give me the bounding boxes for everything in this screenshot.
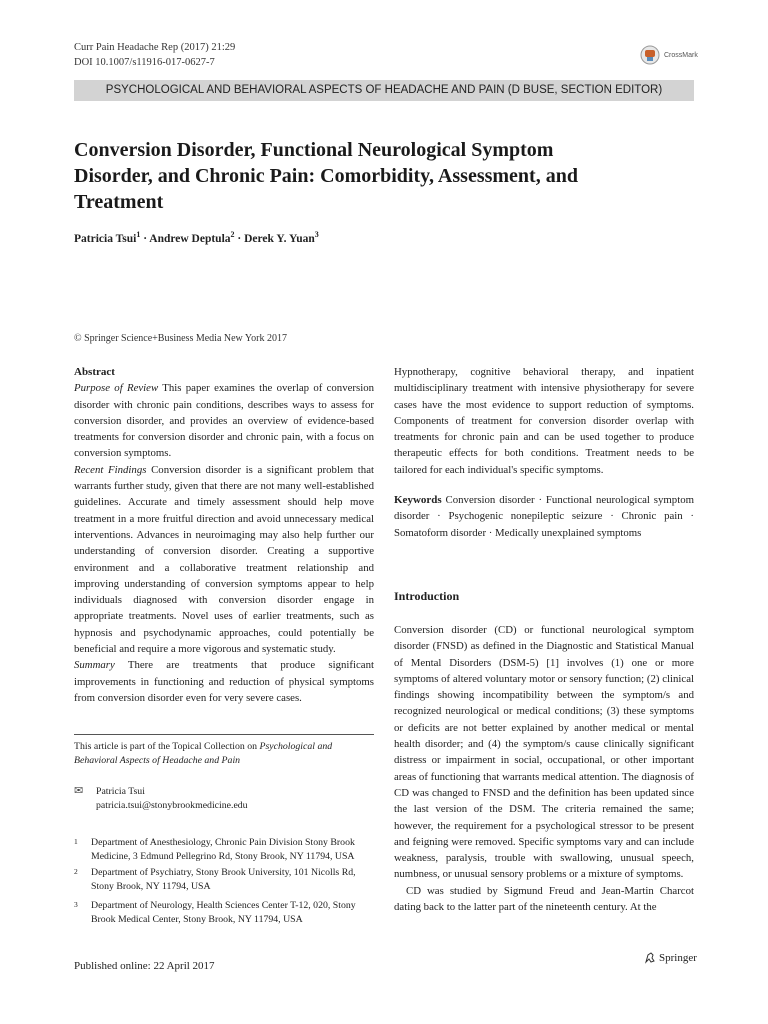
abstract-column — [74, 364, 374, 706]
findings-label: Recent Findings — [74, 463, 147, 476]
affiliation-number: 2 — [74, 867, 78, 876]
springer-logo — [644, 952, 697, 964]
citation-ref[interactable]: [1] — [546, 656, 559, 669]
article-title: Conversion Disorder, Functional Neurological Symptom Disorder, and Chronic Pain: Comorbidity, Assessment, and Treatment — [74, 139, 578, 213]
corresponding-name: Patricia Tsui — [96, 786, 145, 797]
intro-paragraph: CD was studied by Sigmund Freud and Jean-Martin Charcot dating back to the latter part of the nineteenth century. At the — [394, 884, 694, 914]
introduction-heading: Introduction — [394, 589, 460, 603]
affiliation-item — [74, 866, 378, 893]
abstract-purpose — [74, 380, 374, 461]
affiliation-item — [74, 836, 378, 863]
envelope-icon: ✉ — [74, 785, 84, 797]
affiliation-text: Department of Neurology, Health Sciences Center T-12, 020, Stony Brook Medical Center, Stony Brook, NY 11794, USA — [91, 900, 356, 925]
published-date: Published online: 22 April 2017 — [74, 960, 215, 972]
author-list — [74, 230, 574, 245]
affiliation-item — [74, 899, 378, 926]
introduction-body — [394, 622, 694, 915]
crossmark-label: CrossMark — [664, 51, 698, 59]
affiliation-number: 1 — [74, 837, 78, 846]
intro-text: involves (1) one or more symptoms of altered voluntary motor or sensory function; (2) clinical findings showing incompatibility between the symptom/s and recognized neurological or medical conditions; (3) these symptoms or deficits are not better explained by another medical or mental health disorder; and (4) the symptom/s cause clinically significant distress or impairment in social, occupational, or other important areas of functioning that warrants medical attention. The diagnosis of CD was changed to FNSD and the definition has been updated since the last version of the DSM. The criteria remained the same; however, the requirement for a psychological stressor to be present and feigning were removed. Specific symptoms vary and can include weakness, paralysis, trouble with swallowing, unusual speech, numbness, or unusual sensory problems or a mixture of symptoms. — [394, 656, 694, 881]
journal-citation — [74, 40, 235, 70]
abstract-findings — [74, 462, 374, 658]
keywords-text: Conversion disorder · Functional neurological symptom disorder · Psychogenic nonepileptic seizure · Chronic pain · Somatoform disorder · Medically unexplained symptoms — [394, 494, 694, 539]
springer-horse-icon — [644, 952, 656, 964]
topical-collection-link[interactable]: Psychological and Behavioral Aspects of Headache and Pain — [74, 741, 333, 766]
corresponding-author — [74, 785, 374, 812]
summary-label: Summary — [74, 659, 115, 672]
intro-paragraph — [394, 622, 694, 883]
publisher-name: Springer — [659, 952, 697, 964]
keywords-block — [394, 492, 694, 541]
author-separator: · — [140, 232, 150, 245]
crossmark-badge[interactable] — [640, 44, 704, 66]
crossmark-icon — [640, 45, 660, 65]
author-name[interactable]: Andrew Deptula — [149, 232, 231, 245]
author-separator: · — [234, 232, 245, 245]
author-name[interactable]: Derek Y. Yuan — [244, 232, 315, 245]
abstract-heading: Abstract — [74, 366, 115, 378]
corresponding-email[interactable]: patricia.tsui@stonybrookmedicine.edu — [96, 799, 248, 811]
affiliation-text: Department of Anesthesiology, Chronic Pain Division Stony Brook Medicine, 3 Edmund Pellegrino Rd, Stony Brook, NY 11794, USA — [91, 837, 355, 862]
author-affiliation-ref: 2 — [230, 230, 235, 239]
abstract-summary — [74, 657, 374, 706]
keywords-label: Keywords — [394, 494, 442, 506]
intro-text: Conversion disorder (CD) or functional neurological symptom disorder (FNSD) as defined in the Diagnostic and Statistical Manual of Mental Disorders (DSM-5) — [394, 624, 694, 669]
journal-line: Curr Pain Headache Rep (2017) 21:29 — [74, 42, 236, 53]
affiliation-number: 3 — [74, 900, 78, 909]
doi-line[interactable]: DOI 10.1007/s11916-017-0627-7 — [74, 57, 215, 68]
abstract-continued: Hypnotherapy, cognitive behavioral therapy, and inpatient multidisciplinary treatment with intensive physiotherapy for severe cases have the most evidence to support reduction of symptoms. Components of treatment for conversion disorder overlap with treatments for chronic pain and can be used together to produce therapeutic effects for both conditions. Treatment needs to be tailored for each individual's specific symptoms. — [394, 366, 694, 476]
author-name[interactable]: Patricia Tsui — [74, 232, 137, 245]
findings-text: Conversion disorder is a significant problem that warrants further study, given that there are not many well-established guidelines. Accurate and timely assessment should help move treatment in a more fruitful direction and avoid unnecessary medical interventions. Advances in neuroimaging may also help further our understanding of conversion disorder. Creating a supportive environment and a collaborative treatment relationship and improving understanding of conversion symptoms appear to help individuals diagnosed with conversion disorder engage in appropriate treatments. Novel uses of earlier treatments, such as hypnosis and psychodynamic approaches, could potentially be beneficial and require a more vigorous and systematic study. — [74, 463, 374, 656]
summary-text: There are treatments that produce significant improvements in functioning and reduction of physical symptoms from conversion disorder even for very severe cases. — [74, 659, 374, 704]
purpose-text: This paper examines the overlap of conversion disorder with chronic pain conditions, describes ways to assess for conversion disorder, and provides an overview of evidence-based treatments for conversion disorder and chronic pain, with a focus on conversion symptoms. — [74, 382, 374, 460]
section-banner: PSYCHOLOGICAL AND BEHAVIORAL ASPECTS OF HEADACHE AND PAIN (D BUSE, SECTION EDITOR) — [74, 80, 694, 101]
author-affiliation-ref: 1 — [136, 230, 141, 239]
topical-prefix: This article is part of the Topical Collection on — [74, 741, 260, 752]
copyright-notice: © Springer Science+Business Media New York 2017 — [74, 333, 287, 344]
affiliation-text: Department of Psychiatry, Stony Brook University, 101 Nicolls Rd, Stony Brook, NY 11794, USA — [91, 867, 356, 892]
topical-collection-note — [74, 740, 374, 767]
purpose-label: Purpose of Review — [74, 382, 159, 395]
author-affiliation-ref: 3 — [314, 230, 319, 239]
footnote-divider — [74, 734, 374, 735]
